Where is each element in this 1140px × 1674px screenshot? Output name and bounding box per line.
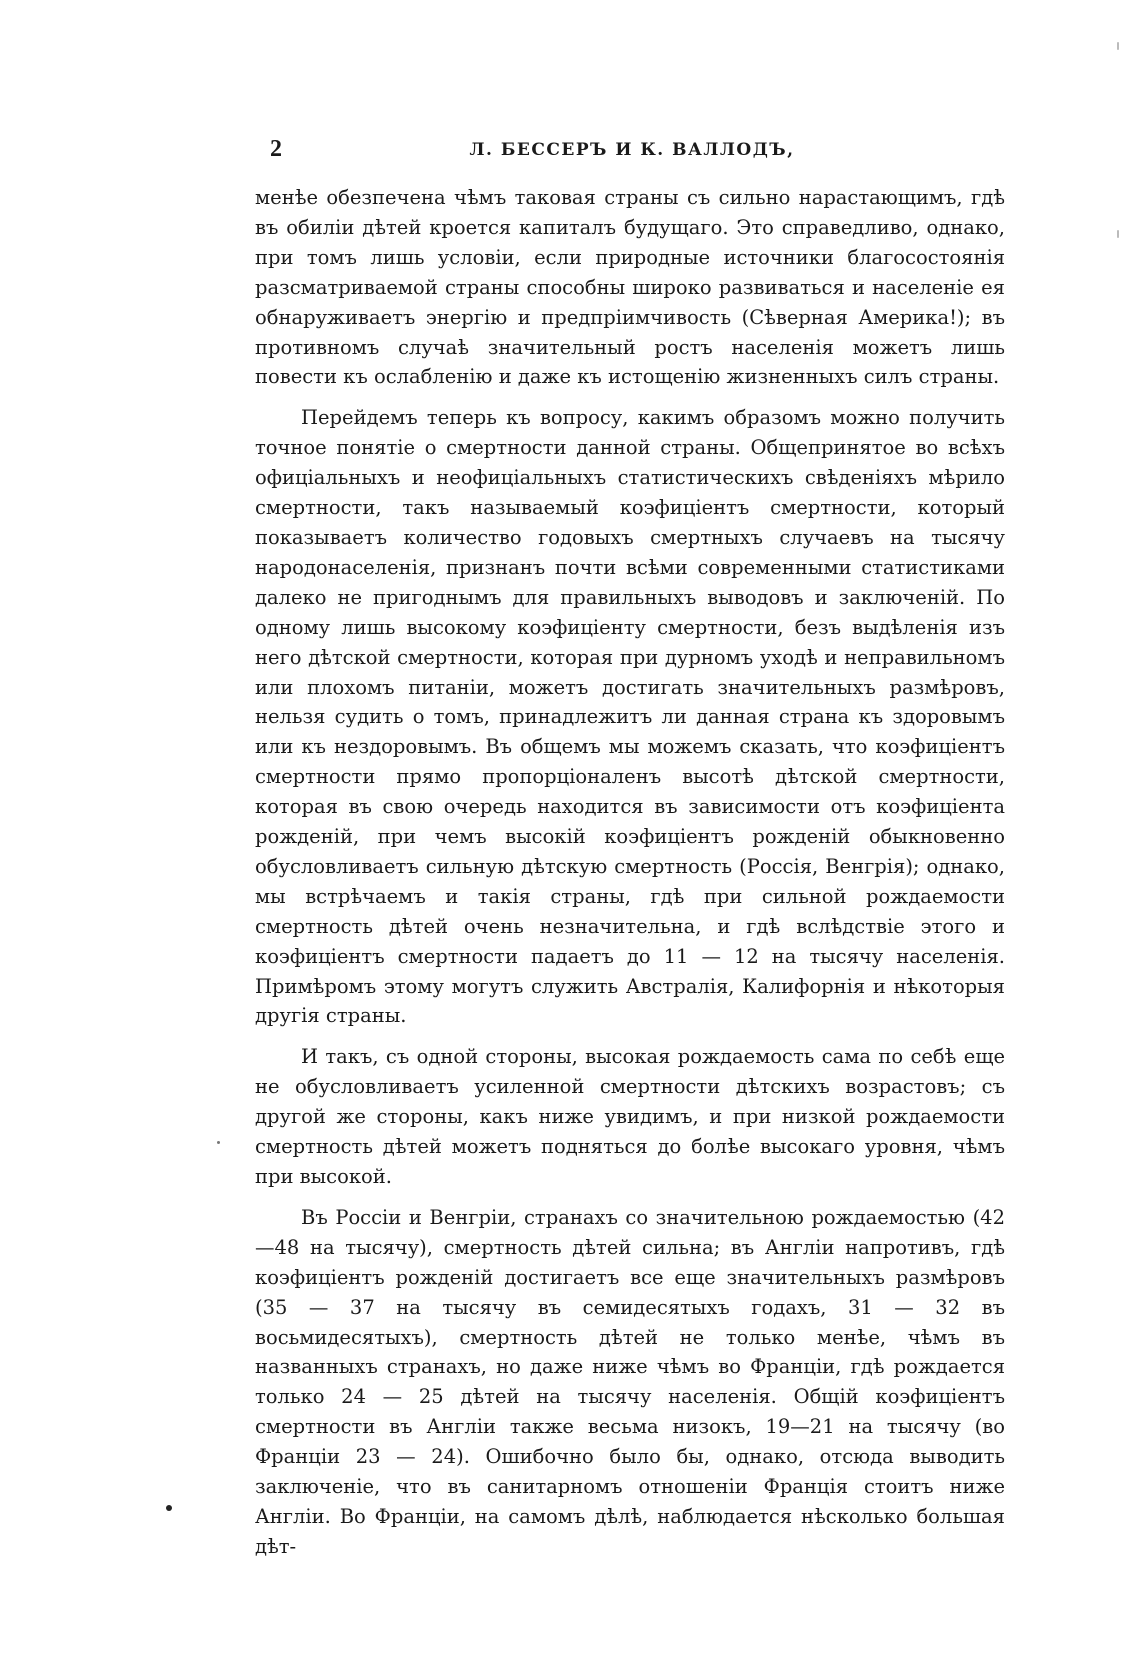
page-header xyxy=(262,136,1002,170)
paragraph-2: Перейдемъ теперь къ вопросу, какимъ образомъ можно получить точное понятіе о смертности данной страны. Общепринятое во всѣхъ офиціальныхъ и неофиціальныхъ статистическихъ свѣденіяхъ мѣрило смертности, такъ называемый коэфиціентъ смертности, который показываетъ количество годовыхъ смертныхъ случаевъ на тысячу народонаселенія, признанъ почти всѣми современными статистиками далеко не пригоднымъ для правильныхъ выводовъ и заключеній. По одному лишь высокому коэфиціенту смертности, безъ выдѣленія изъ него дѣтской смертности, которая при дурномъ уходѣ и неправильномъ или плохомъ питаніи, можетъ достигать значительныхъ размѣровъ, нельзя судить о томъ, принадлежитъ ли данная страна къ здоровымъ или къ нездоровымъ. Въ общемъ мы можемъ сказать, что коэфиціентъ смертности прямо пропорціоналенъ высотѣ дѣтской смертности, которая въ свою очередь находится въ зависимости отъ коэфиціента рожденій, при чемъ высокій коэфиціентъ рожденій обыкновенно обусловливаетъ сильную дѣтскую смертность (Россія, Венгрія); однако, мы встрѣчаемъ и такія страны, гдѣ при сильной рождаемости смертность дѣтей очень незначительна, и гдѣ вслѣдствіе этого и коэфиціентъ смертности падаетъ до 11 — 12 на тысячу населенія. Примѣромъ этому могутъ служить Австралія, Калифорнія и нѣкоторыя другія страны. xyxy=(255,406,1005,1028)
paragraph-1: менѣе обезпечена чѣмъ таковая страны съ сильно нарастающимъ, гдѣ въ обиліи дѣтей кроется капиталъ будущаго. Это справедливо, однако, при томъ лишь условіи, если природные источники благосостоянія разсматриваемой страны способны широко развиваться и населеніе ея обнаруживаетъ энергію и предпріимчивость (Сѣверная Америка!); въ противномъ случаѣ значительный ростъ населенія можетъ лишь повести къ ослабленію и даже къ истощенію жизненныхъ силъ страны. xyxy=(255,186,1005,389)
paragraph-4: Въ Россіи и Венгріи, странахъ со значительною рождаемостью (42—48 на тысячу), смертность дѣтей сильна; въ Англіи напротивъ, гдѣ коэфиціентъ рожденій достигаетъ все еще значительныхъ размѣровъ (35 — 37 на тысячу въ семидесятыхъ годахъ, 31 — 32 въ восьмидесятыхъ), смертность дѣтей не только менѣе, чѣмъ въ названныхъ странахъ, но даже ниже чѣмъ во Франціи, гдѣ рождается только 24 — 25 дѣтей на тысячу населенія. Общій коэфиціентъ смертности въ Англіи также весьма низокъ, 19—21 на тысячу (во Франціи 23 — 24). Ошибочно было бы, однако, отсюда выводить заключеніе, что въ санитарномъ отношеніи Франція стоитъ ниже Англіи. Во Франціи, на самомъ дѣлѣ, наблюдается нѣсколько большая дѣт- xyxy=(255,1205,1005,1558)
scan-speck xyxy=(217,1141,220,1144)
page-number: 2 xyxy=(270,136,282,162)
body-text xyxy=(255,183,1005,1562)
scan-speck xyxy=(166,1505,172,1511)
paragraph-3: И такъ, съ одной стороны, высокая рождаемость сама по себѣ еще не обусловливаетъ усиленной смертности дѣтскихъ возрастовъ; съ другой же стороны, какъ ниже увидимъ, и при низкой рождаемости смертность дѣтей можетъ подняться до болѣе высокаго уровня, чѣмъ при высокой. xyxy=(255,1045,1005,1188)
scan-speck xyxy=(1117,230,1119,238)
running-head: Л. БЕССЕРЪ И К. ВАЛЛОДЪ, xyxy=(469,140,795,160)
scan-speck xyxy=(1117,42,1119,50)
